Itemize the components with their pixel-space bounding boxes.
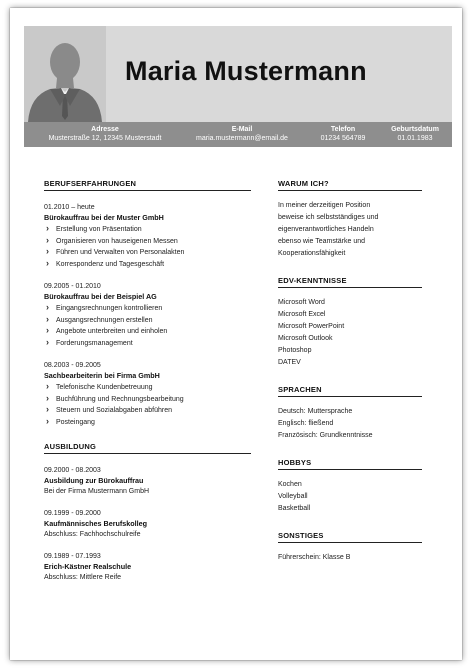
experience-entry: 08.2003 - 09.2005 Sachbearbeiterin bei Firma GmbH › Telefonische Kundenbetreuung › Buchführung und Rechnungsbearbeitung › Steuern und Sozialabgaben abführen › Posteingang — [44, 361, 251, 428]
list-item: Kochen — [278, 481, 302, 488]
education-section — [44, 442, 251, 583]
list-item: Microsoft Outlook — [278, 335, 333, 342]
info-birthdate: Geburtsdatum 01.01.1983 — [391, 126, 439, 142]
education-entry: 09.1999 - 09.2000 Kaufmännisches Berufskolleg Abschluss: Fachhochschulreife — [44, 510, 148, 538]
list-item: Deutsch: Muttersprache — [278, 408, 353, 415]
list-item: › Angebote unterbreiten und einholen — [44, 326, 251, 338]
list-item: Photoshop — [278, 347, 312, 354]
experience-section — [44, 179, 251, 428]
list-item: Führerschein: Klasse B — [278, 554, 351, 561]
list-item: Englisch: fließend — [278, 420, 334, 427]
header-band — [24, 26, 452, 122]
section-title-languages: SPRACHEN — [278, 385, 422, 397]
right-column — [278, 179, 422, 580]
experience-entry: 09.2005 - 01.2010 Bürokauffrau bei der Beispiel AG › Eingangsrechnungen kontrollieren › Ausgangsrechnungen erstellen › Angebote unterbreiten und einholen › Forderungsmanagement — [44, 282, 251, 349]
list-item: Microsoft Word — [278, 299, 325, 306]
list-item: › Korrespondenz und Tagesgeschäft — [44, 259, 251, 271]
list-item: › Eingangsrechnungen kontrollieren — [44, 303, 251, 315]
list-item: › Steuern und Sozialabgaben abführen — [44, 405, 251, 417]
left-column — [44, 179, 251, 597]
edv-section — [278, 276, 422, 369]
list-item: DATEV — [278, 359, 301, 366]
list-item: Französisch: Grundkenntnisse — [278, 432, 373, 439]
section-title-education: AUSBILDUNG — [44, 442, 251, 454]
task-list — [44, 382, 251, 428]
list-item: › Posteingang — [44, 417, 251, 429]
list-item: Microsoft PowerPoint — [278, 323, 345, 330]
profile-photo — [24, 26, 106, 122]
person-silhouette-icon — [24, 26, 106, 122]
list-item: Basketball — [278, 505, 311, 512]
experience-entry: 01.2010 – heute Bürokauffrau bei der Muster GmbH › Erstellung von Präsentation › Organisieren von hauseigenen Messen › Führen und Verwalten von Personalakten › Korrespondenz und Tagesgeschäft — [44, 203, 251, 270]
task-list — [44, 303, 251, 349]
info-email: E-Mail maria.mustermann@email.de — [196, 126, 288, 142]
section-title-misc: SONSTIGES — [278, 531, 422, 543]
person-name: Maria Mustermann — [125, 56, 367, 86]
section-title-hobbies: HOBBYS — [278, 458, 422, 470]
misc-section — [278, 531, 422, 564]
why-section: WARUM ICH? In meiner derzeitigen Position beweise ich selbstständiges und eigenverantwortliches Handeln ebenso wie Teamstärke und Kooperationsfähigkeit — [278, 179, 422, 260]
section-title-why: WARUM ICH? — [278, 179, 422, 191]
section-title-edv: EDV-KENNTNISSE — [278, 276, 422, 288]
list-item: Volleyball — [278, 493, 308, 500]
hobbies-section — [278, 458, 422, 515]
task-list — [44, 224, 251, 270]
list-item: › Buchführung und Rechnungsbearbeitung — [44, 394, 251, 406]
list-item: › Führen und Verwalten von Personalakten — [44, 247, 251, 259]
list-item: › Erstellung von Präsentation — [44, 224, 251, 236]
list-item: Microsoft Excel — [278, 311, 326, 318]
contact-bar — [24, 122, 452, 147]
section-title-experience: BERUFSERFAHRUNGEN — [44, 179, 251, 191]
list-item: › Organisieren von hauseigenen Messen — [44, 236, 251, 248]
languages-section — [278, 385, 422, 442]
list-item: › Forderungsmanagement — [44, 338, 251, 350]
list-item: › Telefonische Kundenbetreuung — [44, 382, 251, 394]
education-entry: 09.2000 - 08.2003 Ausbildung zur Bürokauffrau Bei der Firma Mustermann GmbH — [44, 467, 150, 495]
education-entry: 09.1989 - 07.1993 Erich-Kästner Realschule Abschluss: Mittlere Reife — [44, 553, 132, 581]
list-item: › Ausgangsrechnungen erstellen — [44, 315, 251, 327]
info-address: Adresse Musterstraße 12, 12345 Musterstadt — [48, 126, 162, 142]
info-phone: Telefon 01234 564789 — [320, 126, 366, 142]
